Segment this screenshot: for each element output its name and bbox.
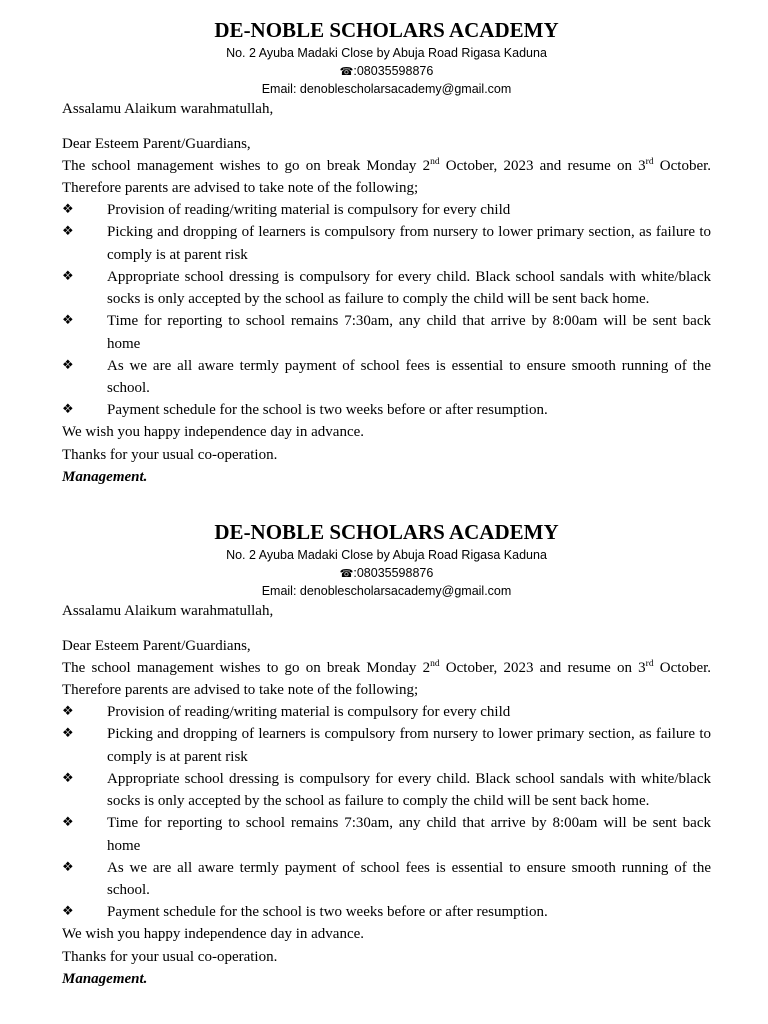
phone-number: :08035598876 xyxy=(353,64,434,78)
list-item: ❖ Appropriate school dressing is compulsory for every child. Black school sandals with white/black socks is only accepted by the school as failure to comply the child will be sent back home. xyxy=(62,768,711,812)
letter-body xyxy=(62,600,711,990)
school-phone xyxy=(62,62,711,80)
diamond-bullet-icon: ❖ xyxy=(62,904,74,920)
list-item: ❖ Picking and dropping of learners is compulsory from nursery to lower primary section, as failure to comply is at parent risk xyxy=(62,723,711,767)
school-address: No. 2 Ayuba Madaki Close by Abuja Road Rigasa Kaduna xyxy=(226,46,547,60)
list-item: ❖ Payment schedule for the school is two weeks before or after resumption. xyxy=(62,399,711,421)
letter-2 xyxy=(62,518,711,990)
diamond-bullet-icon: ❖ xyxy=(62,202,74,218)
closing-wish: We wish you happy independence day in advance. xyxy=(62,926,365,943)
salutation: Dear Esteem Parent/Guardians, xyxy=(62,135,251,152)
phone-number: :08035598876 xyxy=(353,566,434,580)
school-email: Email: denoblescholarsacademy@gmail.com xyxy=(261,584,512,598)
ordinal-suffix: nd xyxy=(430,658,440,669)
closing-thanks: Thanks for your usual co-operation. xyxy=(62,446,278,463)
list-item: ❖ Time for reporting to school remains 7:30am, any child that arrive by 8:00am will be sent back home xyxy=(62,812,711,856)
diamond-bullet-icon: ❖ xyxy=(62,224,74,240)
diamond-bullet-icon: ❖ xyxy=(62,726,74,742)
list-item: ❖ Provision of reading/writing material is compulsory for every child xyxy=(62,199,711,221)
notice-list xyxy=(62,199,711,421)
list-item: ❖ Appropriate school dressing is compulsory for every child. Black school sandals with white/black socks is only accepted by the school as failure to comply the child will be sent back home. xyxy=(62,266,711,310)
list-item: ❖ Picking and dropping of learners is compulsory from nursery to lower primary section, as failure to comply is at parent risk xyxy=(62,221,711,265)
salutation: Dear Esteem Parent/Guardians, xyxy=(62,637,251,654)
diamond-bullet-icon: ❖ xyxy=(62,859,74,875)
diamond-bullet-icon: ❖ xyxy=(62,402,74,418)
ordinal-suffix: nd xyxy=(430,156,440,167)
diamond-bullet-icon: ❖ xyxy=(62,704,74,720)
letter-1 xyxy=(62,16,711,488)
diamond-bullet-icon: ❖ xyxy=(62,815,74,831)
notice-list xyxy=(62,701,711,923)
diamond-bullet-icon: ❖ xyxy=(62,313,74,329)
sign-off: Management. xyxy=(62,970,148,987)
closing-wish: We wish you happy independence day in advance. xyxy=(62,424,365,441)
greeting: Assalamu Alaikum warahmatullah, xyxy=(62,101,274,117)
ordinal-suffix: rd xyxy=(645,658,654,669)
school-name: DE-NOBLE SCHOLARS ACADEMY xyxy=(214,520,559,544)
school-address: No. 2 Ayuba Madaki Close by Abuja Road Rigasa Kaduna xyxy=(226,548,547,562)
closing-thanks: Thanks for your usual co-operation. xyxy=(62,948,278,965)
intro-paragraph: The school management wishes to go on break Monday 2nd October, 2023 and resume on 3rd October. Therefore parents are advised to take note of the following; xyxy=(62,156,712,197)
list-item: ❖ Provision of reading/writing material is compulsory for every child xyxy=(62,701,711,723)
greeting: Assalamu Alaikum warahmatullah, xyxy=(62,603,274,619)
phone-icon: ☎ xyxy=(339,65,354,78)
ordinal-suffix: rd xyxy=(645,156,654,167)
school-email: Email: denoblescholarsacademy@gmail.com xyxy=(261,82,512,96)
school-name: DE-NOBLE SCHOLARS ACADEMY xyxy=(214,18,559,42)
letter-body xyxy=(62,98,711,488)
phone-icon: ☎ xyxy=(339,567,354,580)
list-item: ❖ Payment schedule for the school is two weeks before or after resumption. xyxy=(62,901,711,923)
sign-off: Management. xyxy=(62,468,148,485)
list-item: ❖ As we are all aware termly payment of school fees is essential to ensure smooth running of the school. xyxy=(62,857,711,901)
intro-paragraph: The school management wishes to go on break Monday 2nd October, 2023 and resume on 3rd October. Therefore parents are advised to take note of the following; xyxy=(62,658,712,699)
diamond-bullet-icon: ❖ xyxy=(62,268,74,284)
list-item: ❖ Time for reporting to school remains 7:30am, any child that arrive by 8:00am will be sent back home xyxy=(62,310,711,354)
diamond-bullet-icon: ❖ xyxy=(62,357,74,373)
diamond-bullet-icon: ❖ xyxy=(62,770,74,786)
school-phone xyxy=(62,564,711,582)
list-item: ❖ As we are all aware termly payment of school fees is essential to ensure smooth running of the school. xyxy=(62,355,711,399)
